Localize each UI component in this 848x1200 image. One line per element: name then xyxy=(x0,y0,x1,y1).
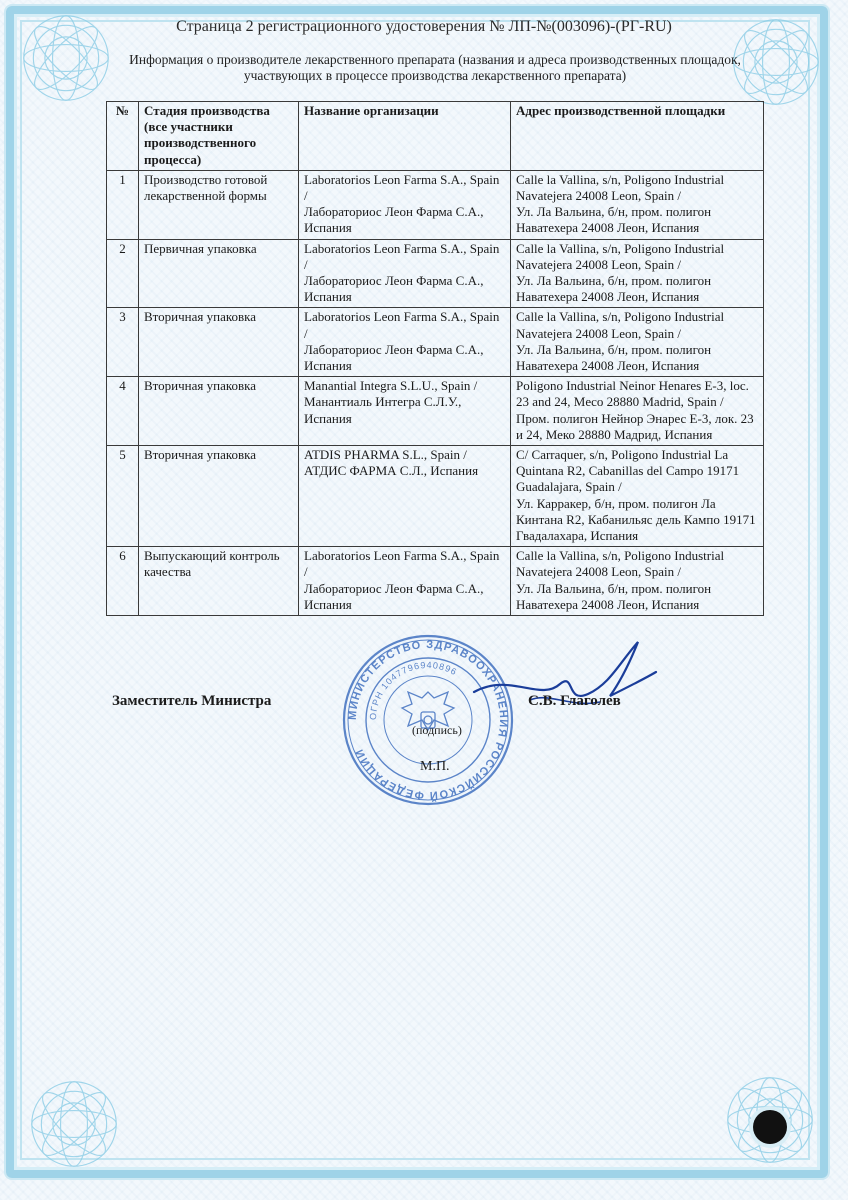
row-number: 3 xyxy=(107,308,139,377)
org-name-ru: Лабораториос Леон Фарма С.А., Испания xyxy=(304,273,484,305)
subheader-line: Информация о производителе лекарственного препарата (названия и адреса производственных площадок, xyxy=(129,52,741,67)
address-en: Poligono Industrial Neinor Henares E-3, loc. 23 and 24, Meco 28880 Madrid, Spain / xyxy=(516,378,749,410)
row-stage: Вторичная упаковка xyxy=(139,308,299,377)
row-address xyxy=(511,377,764,446)
column-header-stage: Стадия производства (все участники производственного процесса) xyxy=(139,102,299,171)
org-name-en: Manantial Integra S.L.U., Spain / xyxy=(304,378,478,394)
table-row xyxy=(107,547,764,616)
column-header-number: № xyxy=(107,102,139,171)
table-row xyxy=(107,308,764,377)
org-name-en: Laboratorios Leon Farma S.A., Spain / xyxy=(304,309,500,341)
address-en: Calle la Vallina, s/n, Poligono Industrial Navatejera 24008 Leon, Spain / xyxy=(516,171,725,204)
row-organization xyxy=(299,308,511,377)
org-name-ru: Лабораториос Леон Фарма С.А., Испания xyxy=(304,341,484,374)
row-stage: Первичная упаковка xyxy=(139,239,299,308)
row-address xyxy=(511,170,764,239)
row-stage: Вторичная упаковка xyxy=(139,377,299,446)
signatory-position: Заместитель Министра xyxy=(112,693,272,709)
address-ru: Ул. Ла Вальина, б/н, пром. полигон Наватехера 24008 Леон, Испания xyxy=(516,273,712,305)
row-number: 4 xyxy=(107,377,139,446)
table-header-row xyxy=(107,102,764,171)
row-stage: Выпускающий контроль качества xyxy=(139,547,299,616)
address-ru: Ул. Ла Вальина, б/н, пром. полигон Наватехера 24008 Леон, Испания xyxy=(516,580,712,612)
page-header: Страница 2 регистрационного удостоверения № ЛП-№(003096)-(РГ-RU) xyxy=(176,18,672,35)
page-subheader xyxy=(100,52,770,84)
org-name-en: Laboratorios Leon Farma S.A., Spain / xyxy=(304,171,500,204)
stamp-outer-text: МИНИСТЕРСТВО ЗДРАВООХРАНЕНИЯ РОССИЙСКОЙ ФЕДЕРАЦИИ xyxy=(346,638,510,802)
signature-caption: (подпись) xyxy=(412,723,462,737)
row-address xyxy=(511,446,764,547)
column-header-address: Адрес производственной площадки xyxy=(511,102,764,171)
row-organization xyxy=(299,446,511,547)
address-ru: Ул. Ла Вальина, б/н, пром. полигон Наватехера 24008 Леон, Испания xyxy=(516,204,712,236)
signatory-name: С.В. Глаголев xyxy=(528,693,621,709)
row-stage: Вторичная упаковка xyxy=(139,446,299,547)
org-name-en: Laboratorios Leon Farma S.A., Spain / xyxy=(304,548,500,580)
row-organization xyxy=(299,239,511,308)
table-row xyxy=(107,377,764,446)
producers-table xyxy=(106,101,764,616)
row-address xyxy=(511,308,764,377)
org-name-ru: АТДИС ФАРМА С.Л., Испания xyxy=(304,463,479,479)
row-organization xyxy=(299,377,511,446)
punch-hole xyxy=(753,1110,787,1144)
row-address xyxy=(511,239,764,308)
address-ru: Ул. Карракер, б/н, пром. полигон Ла Кинтана R2, Кабанильяс дель Кампо 19171 Гвадалахара, Испания xyxy=(516,495,756,544)
address-ru: Пром. полигон Нейнор Энарес Е-3, лок. 23 и 24, Меко 28880 Мадрид, Испания xyxy=(516,410,754,442)
row-number: 5 xyxy=(107,446,139,547)
table-row xyxy=(107,170,764,239)
table-row xyxy=(107,239,764,308)
stamp-inner-text: ОГРН 1047796940896 xyxy=(367,659,459,721)
row-number: 6 xyxy=(107,547,139,616)
address-en: Calle la Vallina, s/n, Poligono Industrial Navatejera 24008 Leon, Spain / xyxy=(516,240,725,272)
address-en: Calle la Vallina, s/n, Poligono Industrial Navatejera 24008 Leon, Spain / xyxy=(516,548,725,580)
address-en: C/ Carraquer, s/n, Poligono Industrial La Quintana R2, Cabanillas del Campo 19171 Guadalajara, Spain / xyxy=(516,447,740,495)
row-address xyxy=(511,547,764,616)
table-row xyxy=(107,446,764,547)
address-en: Calle la Vallina, s/n, Poligono Industrial Navatejera 24008 Leon, Spain / xyxy=(516,309,725,341)
column-header-organization: Название организации xyxy=(299,102,511,171)
org-name-ru: Лабораториос Леон Фарма С.А., Испания xyxy=(304,204,484,236)
subheader-line: участвующих в процессе производства лекарственного препарата) xyxy=(243,68,627,83)
org-name-ru: Манантиаль Интегра С.Л.У., Испания xyxy=(304,394,462,426)
rosette-ornament-icon xyxy=(26,1076,122,1172)
row-organization xyxy=(299,170,511,239)
row-number: 1 xyxy=(107,170,139,239)
seal-placeholder-label: М.П. xyxy=(420,759,450,774)
org-name-ru: Лабораториос Леон Фарма С.А., Испания xyxy=(304,580,484,612)
row-organization xyxy=(299,547,511,616)
org-name-en: Laboratorios Leon Farma S.A., Spain / xyxy=(304,240,500,272)
row-number: 2 xyxy=(107,239,139,308)
address-ru: Ул. Ла Вальина, б/н, пром. полигон Наватехера 24008 Леон, Испания xyxy=(516,341,712,374)
row-stage: Производство готовой лекарственной формы xyxy=(139,170,299,239)
org-name-en: ATDIS PHARMA S.L., Spain / xyxy=(304,447,467,463)
